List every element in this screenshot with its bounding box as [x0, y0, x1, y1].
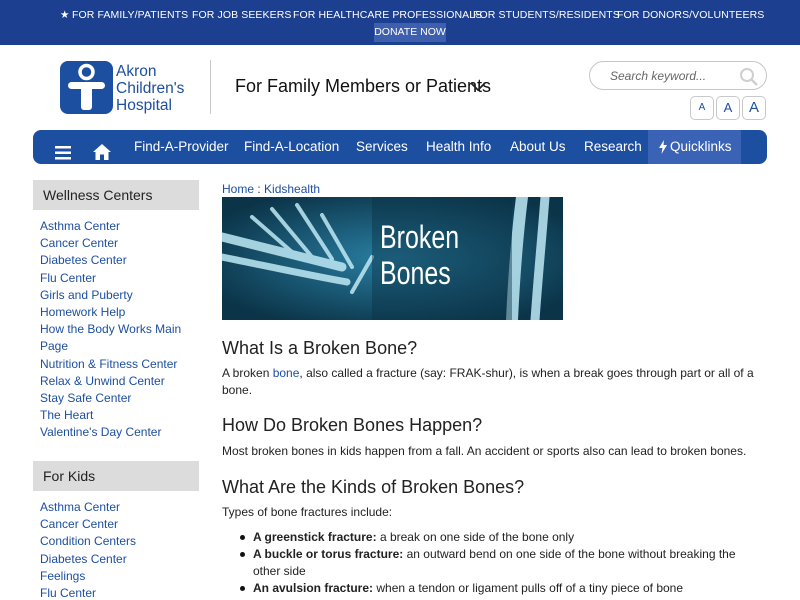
sidebar-link[interactable]: Asthma Center	[40, 500, 121, 514]
nav-health-info[interactable]: Health Info	[426, 139, 492, 154]
fracture-term: A greenstick fracture:	[253, 530, 377, 544]
fracture-term: An avulsion fracture:	[253, 581, 374, 595]
search-box	[589, 61, 767, 90]
list-item	[240, 529, 765, 546]
paragraph-text: A broken	[222, 366, 273, 380]
paragraph-causes: Most broken bones in kids happen from a fall. An accident or sports also can lead to broken bones.	[222, 444, 747, 458]
fracture-term: A buckle or torus fracture:	[253, 547, 404, 561]
hero-title-line-2: Bones	[380, 255, 451, 291]
heading-what-is-broken-bone: What Is a Broken Bone?	[222, 338, 418, 358]
link-healthcare-professionals[interactable]: FOR HEALTHCARE PROFESSIONALS	[293, 9, 483, 21]
logo-line-3: Hospital	[116, 97, 172, 114]
breadcrumb	[222, 182, 320, 196]
sidebar-heading-wellness: Wellness Centers	[33, 180, 199, 210]
list-item	[240, 546, 765, 580]
nav-research[interactable]: Research	[584, 139, 642, 154]
paragraph-types-intro: Types of bone fractures include:	[222, 505, 393, 519]
search-icon[interactable]	[739, 67, 759, 87]
sidebar-link[interactable]: Asthma Center	[40, 219, 121, 233]
sidebar-link[interactable]: Homework Help	[40, 305, 126, 320]
nav-find-a-location[interactable]: Find-A-Location	[244, 139, 340, 154]
top-utility-bar	[0, 0, 800, 45]
sidebar-link[interactable]: Stay Safe Center	[40, 391, 132, 406]
sidebar-link[interactable]: Girls and Puberty	[40, 287, 133, 302]
fracture-types-list	[240, 529, 765, 597]
search-input[interactable]	[610, 67, 735, 85]
fracture-description: an outward bend on one side of the bone without breaking the other side	[253, 547, 736, 578]
fracture-description: when a tendon or ligament pulls off of a tiny piece of bone	[373, 581, 684, 595]
link-students-residents[interactable]: FOR STUDENTS/RESIDENTS	[473, 9, 620, 21]
nav-quicklinks[interactable]	[648, 130, 741, 164]
sidebar-list-for-kids	[40, 499, 190, 600]
sidebar-link[interactable]: Cancer Center	[40, 517, 119, 532]
link-donors-volunteers[interactable]: FOR DONORS/VOLUNTEERS	[617, 9, 765, 21]
sidebar-link[interactable]: Flu Center	[40, 270, 97, 285]
chevron-down-icon[interactable]	[470, 80, 486, 92]
nav-about-us[interactable]: About Us	[510, 139, 566, 154]
header-divider	[210, 60, 211, 114]
broken-bones-hero-image	[222, 197, 563, 320]
sidebar-link[interactable]: Nutrition & Fitness Center	[40, 356, 178, 371]
heading-how-happen: How Do Broken Bones Happen?	[222, 415, 483, 435]
link-job-seekers[interactable]: FOR JOB SEEKERS	[192, 9, 292, 21]
breadcrumb-separator: :	[254, 182, 265, 196]
sidebar-link[interactable]: Cancer Center	[40, 236, 119, 251]
main-nav	[33, 130, 767, 164]
paragraph-definition	[222, 365, 762, 399]
breadcrumb-current[interactable]: Kidshealth	[264, 182, 321, 196]
font-size-controls	[690, 96, 768, 120]
home-icon[interactable]	[93, 139, 111, 156]
font-size-small-button[interactable]: A	[690, 96, 714, 120]
nav-services[interactable]: Services	[356, 139, 408, 154]
link-family-patients[interactable]: FOR FAMILY/PATIENTS	[72, 9, 189, 21]
sidebar-link[interactable]: How the Body Works Main Page	[40, 322, 182, 354]
menu-icon[interactable]	[55, 139, 71, 155]
nav-find-a-provider[interactable]: Find-A-Provider	[134, 139, 229, 154]
audience-selector-label[interactable]: For Family Members or Patients	[235, 76, 492, 96]
sidebar-link[interactable]: Diabetes Center	[40, 253, 127, 268]
donate-button[interactable]: DONATE NOW	[374, 23, 446, 42]
heading-kinds: What Are the Kinds of Broken Bones?	[222, 477, 525, 497]
sidebar-link[interactable]: Valentine's Day Center	[40, 425, 162, 440]
logo-line-2: Children's	[116, 80, 185, 97]
star-icon: ★	[60, 9, 70, 21]
quicklinks-label: Quicklinks	[670, 139, 732, 154]
sidebar-link[interactable]: Relax & Unwind Center	[40, 373, 165, 388]
sidebar-link[interactable]: Flu Center	[40, 586, 97, 600]
logo-line-1: Akron	[116, 63, 157, 80]
lightning-icon	[659, 140, 667, 154]
sidebar-list-wellness	[40, 218, 190, 442]
font-size-large-button[interactable]: A	[742, 96, 766, 120]
sidebar-link[interactable]: Condition Centers	[40, 534, 137, 549]
paragraph-text: , also called a fracture (say: FRAK-shur), is when a break goes through part or all of a bone.	[222, 366, 754, 397]
hospital-logo-text[interactable]	[116, 63, 184, 114]
hero-title-line-1: Broken	[380, 219, 460, 255]
sidebar-link[interactable]: The Heart	[40, 408, 94, 423]
breadcrumb-home[interactable]: Home	[222, 182, 255, 196]
sidebar-heading-for-kids: For Kids	[33, 461, 199, 491]
bone-link[interactable]: bone	[272, 366, 300, 380]
list-item	[240, 580, 765, 597]
sidebar-link[interactable]: Feelings	[40, 568, 86, 583]
audience-links	[0, 9, 800, 23]
fracture-description: a break on one side of the bone only	[376, 530, 575, 544]
hospital-logo-icon[interactable]	[60, 61, 113, 114]
font-size-medium-button[interactable]: A	[716, 96, 740, 120]
sidebar-link[interactable]: Diabetes Center	[40, 551, 127, 566]
